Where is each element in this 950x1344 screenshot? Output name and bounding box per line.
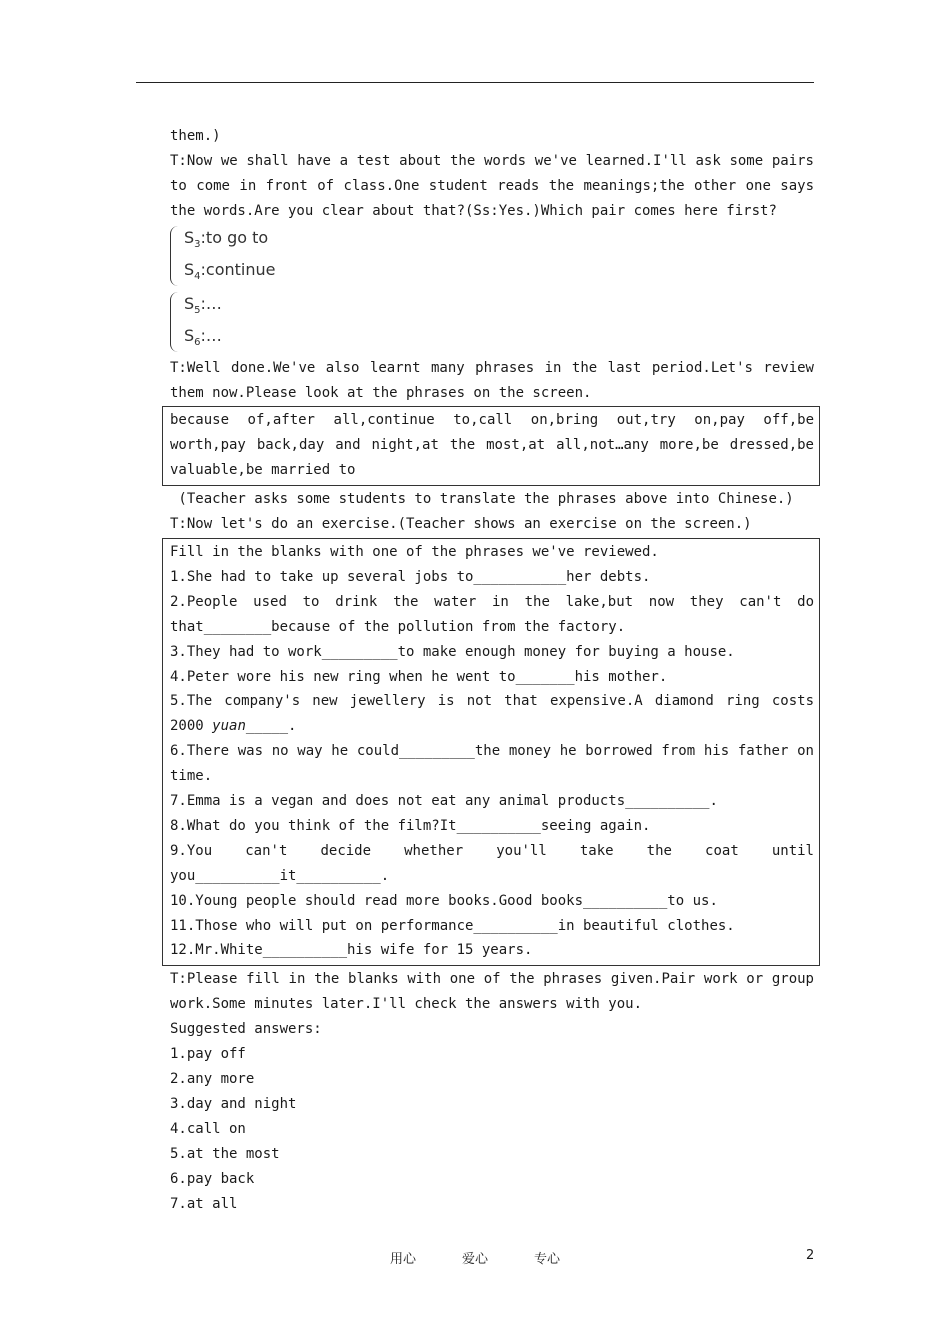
exercise-question: you__________it__________. — [170, 867, 390, 884]
exercise-question: 5.The company's new jewellery is not that expensive.A diamond ring costs — [170, 693, 814, 710]
exercise-question: 3.They had to work_________to make enough money for buying a house. — [170, 643, 735, 660]
exercise-question: 7.Emma is a vegan and does not eat any animal products__________. — [170, 793, 718, 810]
footer-word: 爱心 — [461, 1252, 488, 1267]
pair-line: $S_3:to$ go to — [184, 227, 269, 250]
exercise-question: 6.There was no way he could_________the money he borrowed from his father on — [170, 743, 814, 760]
answer-item: 5.at the most — [170, 1145, 280, 1162]
footer-motto — [390, 1248, 560, 1267]
exercise-question: 10.Young people should read more books.Good books__________to us. — [170, 892, 718, 909]
text-line: work.Some minutes later.I'll check the answers with you. — [170, 996, 643, 1013]
phrase-line: because of,after all,continue to,call on,bring out,try on,pay off,be — [170, 412, 814, 429]
text-line: T:Well done.We've also learnt many phrases in the last period.Let's review — [170, 359, 814, 376]
text-line: them.) — [170, 128, 221, 144]
exercise-question: 8.What do you think of the film?It__________seeing again. — [170, 817, 651, 834]
exercise-box — [162, 538, 820, 966]
page-number: 2 — [806, 1248, 815, 1263]
answer-item: 4.call on — [170, 1120, 246, 1137]
exercise-question: time. — [170, 768, 213, 785]
text-line: T:Now we shall have a test about the words we've learned.I'll ask some pairs — [170, 152, 814, 169]
exercise-question: that________because of the pollution from the factory. — [170, 618, 626, 635]
text-line: T:Please fill in the blanks with one of the phrases given.Pair work or group — [170, 971, 814, 988]
answers-title: Suggested answers: — [170, 1021, 322, 1038]
answer-item: 7.at all — [170, 1195, 238, 1212]
text-line: the words.Are you clear about that?(Ss:Yes.)Which pair comes here first? — [170, 202, 777, 219]
exercise-question: 4.Peter wore his new ring when he went to_______his mother. — [170, 668, 668, 685]
phrase-line: valuable,be married to — [170, 462, 356, 479]
phrases-box — [162, 406, 820, 486]
exercise-instruction: Fill in the blanks with one of the phrases we've reviewed. — [170, 543, 659, 560]
answer-item: 1.pay off — [170, 1046, 246, 1063]
exercise-question: 2.People used to drink the water in the lake,but now they can't do — [170, 593, 814, 610]
answer-item: 3.day and night — [170, 1095, 297, 1112]
exercise-question: 9.You can't decide whether you'll take the coat until — [170, 842, 814, 859]
text-line: to come in front of class.One student reads the meanings;the other one says — [170, 177, 814, 194]
exercise-question: 1.She had to take up several jobs to___________her debts. — [170, 568, 651, 585]
pair-line: $S_6:\dots$ — [184, 325, 222, 348]
phrase-line: worth,pay back,day and night,at the most,at all,not…any more,be dressed,be — [170, 437, 814, 454]
page-content — [170, 124, 814, 1216]
answer-item: 6.pay back — [170, 1170, 255, 1187]
text-line: (Teacher asks some students to translate the phrases above into Chinese.) — [170, 491, 794, 508]
exercise-question: 2000 yuan_____. — [170, 718, 297, 735]
exercise-question: 12.Mr.White__________his wife for 15 years. — [170, 942, 533, 959]
text-line: T:Now let's do an exercise.(Teacher shows an exercise on the screen.) — [170, 516, 752, 533]
answer-item: 2.any more — [170, 1071, 255, 1087]
pair-line: $S_4:continue$ — [184, 259, 276, 282]
header-rule — [136, 82, 814, 83]
text-line: them now.Please look at the phrases on the screen. — [170, 384, 592, 401]
exercise-question: 11.Those who will put on performance__________in beautiful clothes. — [170, 917, 735, 934]
pair-line: $S_5:\dots$ — [184, 293, 222, 316]
pair-group — [170, 292, 814, 356]
footer-word: 用心 — [390, 1252, 417, 1267]
pair-group — [170, 226, 814, 290]
footer-word: 专心 — [533, 1252, 560, 1267]
